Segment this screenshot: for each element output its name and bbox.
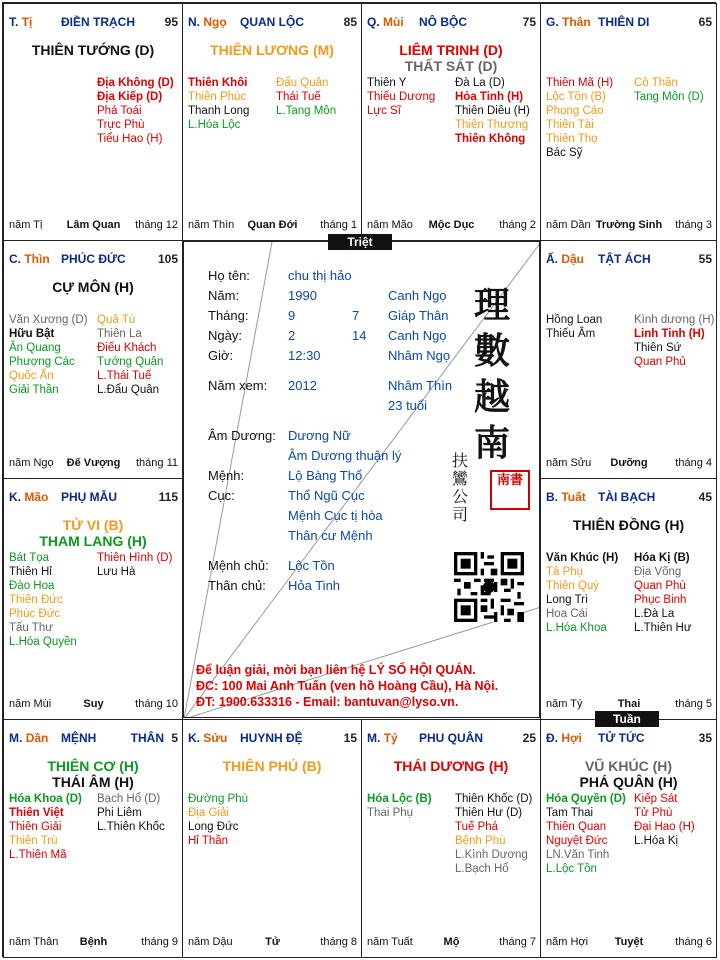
earthly-branch: Tý [383,731,398,745]
minor-star: Thái Tuế [276,91,321,103]
month-solar: 9 [288,308,296,323]
main-star: THÁI ÂM (H) [52,774,134,790]
palace-year: năm Sửu [546,457,592,469]
main-stars [183,758,361,774]
palace-name: PHỤ MẪU [61,490,117,504]
minor-star: Hỏa Tinh (H) [455,91,524,103]
minor-star: Thiên Hỉ [9,566,52,578]
palace-cell-ti[interactable] [3,3,183,241]
palace-name: QUAN LỘC [240,15,304,29]
minor-star: Thiên Quan [546,821,607,833]
main-star: CỰ MÔN (H) [52,279,134,295]
palace-header [367,15,536,31]
thanchu-value: Hỏa Tinh [288,578,341,593]
minor-star: Địa Giải [188,807,229,819]
minor-star: Phá Toái [97,105,142,117]
palace-cell-thin[interactable] [3,240,183,479]
minor-star: L.Hóa Kị [634,835,679,847]
minor-star: Phục Binh [634,594,687,606]
palace-month: tháng 7 [499,936,536,948]
minor-star: Thanh Long [188,105,250,117]
palace-cell-suu[interactable] [182,719,362,958]
minor-star: Tử Phù [634,807,673,819]
minor-star: Thiên Không [455,133,526,145]
palace-year: năm Thân [9,936,59,948]
palace-header [9,490,178,506]
palace-stage: Mộc Dục [428,219,475,231]
minor-star: Linh Tinh (H) [634,328,705,340]
main-stars [4,279,182,295]
minor-star: Thiên Thương [455,119,529,131]
minor-star: Ân Quang [9,342,61,354]
year-canchi: Canh Ngọ [388,288,447,303]
palace-stage: Đế Vượng [66,457,121,469]
palace-footer [546,936,712,950]
minor-star: L.Hóa Lộc [188,119,241,131]
palace-cell-hoi[interactable] [540,719,717,958]
minor-star: Bát Tọa [9,552,50,564]
menhchu-value: Lộc Tồn [288,558,335,573]
palace-year: năm Tý [546,698,583,710]
heavenly-stem: M. [9,731,23,745]
palace-age: 95 [164,15,178,29]
viewyear-value: 2012 [288,378,317,393]
name-label: Họ tên: [208,268,250,283]
palace-month: tháng 11 [135,457,178,469]
year-value: 1990 [288,288,317,303]
main-stars [183,42,361,58]
minor-star: L.Kình Dương [455,849,528,861]
minor-star: Thiên Thọ [546,133,598,145]
earthly-branch: Mùi [383,15,404,29]
heavenly-stem: G. [546,15,559,29]
main-star: THẤT SÁT (D) [404,58,498,74]
palace-age: 55 [698,252,712,266]
minor-star: L.Lộc Tồn [546,863,597,875]
minor-star: L.Hóa Khoa [546,622,607,634]
palace-header [546,490,712,506]
minor-star: Quả Tú [97,314,136,326]
main-stars [541,758,716,790]
menhchu-label: Mệnh chủ: [208,558,269,573]
minor-star: Thiên Hư (D) [455,807,523,819]
minor-star: Tả Phụ [546,566,584,578]
minor-star: Thiên Trù [9,835,58,847]
cuc-value: Thổ Ngũ Cục [288,488,365,503]
palace-month: tháng 9 [141,936,178,948]
palace-stage: Lâm Quan [66,219,121,231]
minor-star: Đà La (D) [455,77,505,89]
palace-cell-tuat[interactable] [540,478,717,720]
earthly-branch: Thìn [24,252,50,266]
heavenly-stem: K. [9,490,21,504]
minor-star: Quan Phủ [634,356,686,368]
minor-star: Quan Phù [634,580,686,592]
minor-star: Nguyệt Đức [546,835,608,847]
minor-star: Đào Hoa [9,580,55,592]
horoscope-chart [2,2,716,957]
palace-month: tháng 6 [675,936,712,948]
palace-cell-than[interactable] [540,3,717,241]
palace-stage: Suy [83,698,104,710]
earthly-branch: Thân [562,15,591,29]
than-marker: THÂN [130,731,164,745]
main-star: THAM LANG (H) [39,533,147,549]
palace-name: TẬT ÁCH [598,252,651,266]
palace-header [188,15,357,31]
palace-year: năm Ngọ [9,457,54,469]
palace-year: năm Hợi [546,936,589,948]
palace-cell-ty[interactable] [361,719,541,958]
palace-name: TỬ TỨC [598,731,645,745]
day-solar: 2 [288,328,296,343]
main-stars [4,517,182,549]
main-star: THIÊN ĐỒNG (H) [572,517,685,533]
cuc-label: Cục: [208,488,235,503]
palace-footer [188,936,357,950]
palace-age: 15 [343,731,357,745]
minor-star: Thiên Giải [9,821,62,833]
minor-star: Thiên Diêu (H) [455,105,530,117]
minor-star: Thiên Y [367,77,407,89]
heavenly-stem: N. [188,15,200,29]
minor-star: Giải Thần [9,384,59,396]
palace-name: MỆNH [61,731,97,745]
main-stars [362,42,540,74]
minor-star: Tuế Phá [455,821,499,833]
minor-star: Tiểu Hao (H) [97,133,163,145]
amduong-label: Âm Dương: [208,428,276,443]
minor-star: Thiên Phúc [188,91,247,103]
minor-star: L.Hóa Quyền [9,636,77,648]
cuc-note: Mệnh Cục tị hòa [288,508,383,523]
palace-stage: Quan Đới [247,219,298,231]
year-label: Năm: [208,288,240,303]
qr-code-icon[interactable] [454,552,524,622]
minor-star: Tấu Thư [9,622,53,634]
main-star: PHÁ QUÂN (H) [579,774,678,790]
palace-month: tháng 10 [135,698,178,710]
main-star: THIÊN PHỦ (B) [222,758,322,774]
palace-cell-dau[interactable] [540,240,717,479]
palace-cell-ngo[interactable] [182,3,362,241]
month-label: Tháng: [208,308,249,323]
minor-star: L.Đà La [634,608,675,620]
palace-age: 75 [522,15,536,29]
minor-star: L.Bạch Hổ [455,863,509,875]
minor-star: Lưu Hà [97,566,136,578]
heavenly-stem: B. [546,490,558,504]
palace-year: năm Mùi [9,698,52,710]
minor-star: Hữu Bật [9,328,55,340]
minor-star: Trực Phù [97,119,145,131]
main-stars [362,758,540,774]
earthly-branch: Sửu [203,731,228,745]
minor-star: L.Thái Tuế [97,370,152,382]
tuan-badge: Tuần [595,711,659,727]
minor-star: Thiếu Âm [546,328,596,340]
name-value: chu thị hảo [288,268,352,283]
palace-year: năm Tị [9,219,43,231]
earthly-branch: Dậu [561,252,585,266]
palace-stage: Trường Sinh [595,219,663,231]
thanchu-label: Thân chủ: [208,578,266,593]
palace-footer [367,219,536,233]
minor-star: Thiên Khốc (D) [455,793,533,805]
minor-star: Đẩu Quân [276,77,329,89]
minor-star: Hóa Kị (B) [634,552,690,564]
red-seal: 南書 [490,470,530,510]
minor-star: Phúc Đức [9,608,61,620]
menh-value: Lộ Bàng Thổ [288,468,363,483]
minor-star: Hồng Loan [546,314,603,326]
main-star: VŨ KHÚC (H) [584,758,673,774]
minor-star: L.Đẩu Quân [97,384,160,396]
minor-star: Thiên Mã (H) [546,77,614,89]
heavenly-stem: T. [9,15,19,29]
minor-star: Bệnh Phù [455,835,506,847]
palace-name: ĐIỀN TRẠCH [61,15,135,29]
minor-star: Thiếu Dương [367,91,436,103]
palace-footer [9,457,178,471]
palace-name: HUYNH ĐỆ [240,731,303,745]
earthly-branch: Hợi [561,731,582,745]
palace-footer [546,219,712,233]
palace-header [367,731,536,747]
hour-value: 12:30 [288,348,321,363]
minor-star: LN.Văn Tinh [546,849,610,861]
minor-star: Quốc Ấn [9,370,54,382]
minor-star: Địa Kiếp (D) [97,91,163,103]
palace-year: năm Dần [546,219,591,231]
palace-name: PHU QUÂN [419,731,484,745]
main-star: THIÊN LƯƠNG (M) [210,42,334,58]
minor-star: L.Tang Môn [276,105,337,117]
viewyear-label: Năm xem: [208,378,268,393]
amduong-value: Dương Nữ [288,428,351,443]
triet-badge: Triệt [328,234,392,250]
palace-header [546,731,712,747]
menh-label: Mệnh: [208,468,245,483]
day-lunar: 14 [352,328,367,343]
minor-star: Hóa Lộc (B) [367,793,432,805]
minor-star: Kình dương (H) [634,314,715,326]
palace-name: PHÚC ĐỨC [61,252,126,266]
minor-star: L.Thiên Khốc [97,821,165,833]
palace-footer [9,219,178,233]
age-value: 23 tuổi [388,398,428,413]
palace-month: tháng 8 [320,936,357,948]
day-label: Ngày: [208,328,242,343]
earthly-branch: Dần [25,731,49,745]
minor-star: Long Trì [546,594,589,606]
minor-star: Đại Hao (H) [634,821,695,833]
palace-age: 105 [157,252,178,266]
palace-cell-mui[interactable] [361,3,541,241]
minor-star: Địa Võng [634,566,682,578]
palace-footer [546,698,712,712]
palace-header [546,252,712,268]
minor-star: Điếu Khách [97,342,157,354]
palace-age: 25 [522,731,536,745]
palace-age: 65 [698,15,712,29]
heavenly-stem: M. [367,731,381,745]
contact-info: Để luận giải, mời bạn liên hệ LÝ SỐ HỘI QUÁN. ĐC: 100 Mai Anh Tuấn (ven hồ Hoàng Cầu), Hà Nội. ĐT: 1900.633316 - Email: bantuvan@lyso.vn. [196,663,499,709]
minor-star: Tam Thai [546,807,594,819]
palace-name: NÔ BỘC [419,15,467,29]
main-star: THIÊN TƯỚNG (D) [31,42,155,58]
palace-stage: Tử [265,936,280,948]
minor-star: Hóa Quyền (D) [546,793,626,805]
minor-star: Lực Sĩ [367,105,401,117]
hour-label: Giờ: [208,348,234,363]
heavenly-stem: Đ. [546,731,558,745]
palace-year: năm Thìn [188,219,235,231]
amduong-note: Âm Dương thuận lý [288,448,402,463]
minor-star: Đường Phù [188,793,248,805]
than-cu-note: Thân cư Mệnh [288,528,373,543]
viewyear-canchi: Nhâm Thìn [388,378,453,393]
minor-star: Hóa Khoa (D) [9,793,82,805]
minor-star: Thiên Hình (D) [97,552,173,564]
minor-star: Địa Không (D) [97,77,174,89]
palace-footer [9,698,178,712]
minor-star: Kiếp Sát [634,793,678,805]
palace-header [188,731,357,747]
month-canchi: Giáp Thân [388,308,449,323]
main-stars [4,42,182,58]
palace-footer [367,936,536,950]
heavenly-stem: Q. [367,15,380,29]
palace-month: tháng 1 [320,219,357,231]
minor-star: Thiên Việt [9,807,64,819]
minor-star: Phi Liêm [97,807,142,819]
earthly-branch: Tị [21,15,33,29]
main-star: THIÊN CƠ (H) [47,758,139,774]
minor-star: Long Đức [188,821,239,833]
palace-name: THIÊN DI [598,15,650,29]
heavenly-stem: K. [188,731,200,745]
minor-star: Thiên La [97,328,142,340]
heavenly-stem: Ấ. [546,252,558,266]
palace-header [9,252,178,268]
small-calligraphy: 扶 鸞 公 司 [452,451,469,524]
palace-age: 115 [158,490,178,504]
calligraphy: 理 數 越 南 [474,284,511,464]
minor-star: Tướng Quân [97,356,164,368]
palace-month: tháng 5 [675,698,712,710]
minor-star: Thiên Sứ [634,342,682,354]
earthly-branch: Mão [24,490,49,504]
minor-star: Hoa Cái [546,608,588,620]
earthly-branch: Tuất [561,490,586,504]
palace-age: 85 [343,15,357,29]
minor-star: Thiên Đức [9,594,63,606]
day-canchi: Canh Ngọ [388,328,447,343]
main-star: THÁI DƯƠNG (H) [393,758,509,774]
palace-cell-dan[interactable] [3,719,183,958]
palace-stage: Thai [617,698,641,710]
hour-canchi: Nhâm Ngọ [388,348,451,363]
palace-age: 45 [698,490,712,504]
minor-star: Thiên Quý [546,580,600,592]
minor-star: Thai Phụ [367,807,414,819]
palace-month: tháng 4 [675,457,712,469]
palace-age: 5 [171,731,178,745]
minor-star: Văn Khúc (H) [546,552,619,564]
palace-cell-mao[interactable] [3,478,183,720]
palace-year: năm Tuất [367,936,413,948]
palace-footer [546,457,712,471]
palace-header [9,15,178,31]
minor-star: L.Thiên Mã [9,849,67,861]
main-stars [541,517,716,533]
palace-month: tháng 2 [499,219,536,231]
minor-star: L.Thiên Hư [634,622,692,634]
minor-star: Lộc Tồn (B) [546,91,606,103]
palace-month: tháng 3 [675,219,712,231]
minor-star: Thiên Khôi [188,77,248,89]
minor-star: Văn Xương (D) [9,314,88,326]
palace-footer [9,936,178,950]
palace-year: năm Mão [367,219,413,231]
palace-stage: Mộ [443,936,460,948]
earthly-branch: Ngọ [203,15,227,29]
palace-stage: Bệnh [79,936,108,948]
palace-year: năm Dậu [188,936,233,948]
minor-star: Phong Cáo [546,105,604,117]
main-star: LIÊM TRINH (D) [399,42,503,58]
main-star: TỬ VI (B) [62,517,124,533]
minor-star: Bác Sỹ [546,147,583,159]
heavenly-stem: C. [9,252,21,266]
minor-star: Tang Môn (D) [634,91,704,103]
month-lunar: 7 [352,308,360,323]
minor-star: Phượng Các [9,356,75,368]
center-info-panel [183,241,540,718]
palace-header [546,15,712,31]
minor-star: Thiên Tài [546,119,594,131]
palace-month: tháng 12 [135,219,178,231]
palace-name: TÀI BẠCH [598,490,656,504]
main-stars [4,758,182,790]
palace-stage: Dưỡng [610,457,648,469]
palace-stage: Tuyệt [614,936,644,948]
palace-age: 35 [698,731,712,745]
minor-star: Bạch Hổ (D) [97,793,161,805]
palace-header [9,731,178,747]
minor-star: Cô Thần [634,77,678,89]
palace-footer [188,219,357,233]
minor-star: Hỉ Thần [188,835,229,847]
